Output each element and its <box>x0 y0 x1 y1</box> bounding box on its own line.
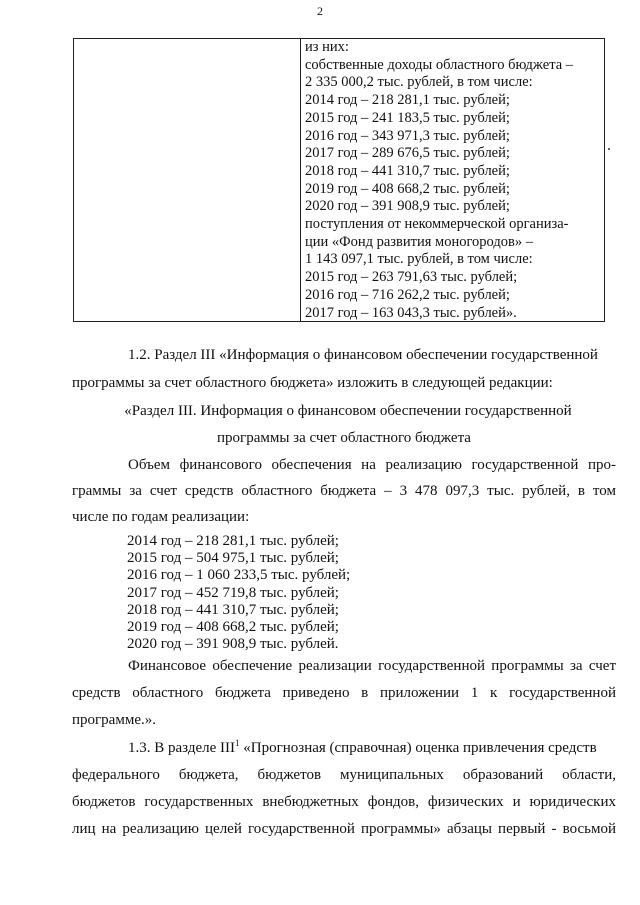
superscript-mark: 1 <box>235 738 240 748</box>
list-item: 2018 год – 441 310,7 тыс. рублей; <box>127 601 339 618</box>
section-heading-line2: программы за счет областного бюджета <box>217 430 471 446</box>
table-right-cell <box>301 39 604 322</box>
item-1-3-line4: лиц на реализацию целей государственной программы» абзацы первый - восьмой <box>72 821 616 837</box>
years-list <box>127 533 350 653</box>
para1-line1: Объем финансового обеспечения на реализацию государственной про- <box>128 457 616 473</box>
list-item: 2017 год – 452 719,8 тыс. рублей; <box>127 584 339 601</box>
table-line: 2014 год – 218 281,1 тыс. рублей; <box>305 92 510 109</box>
continuation-table <box>73 38 605 322</box>
list-item: 2014 год – 218 281,1 тыс. рублей; <box>127 533 339 549</box>
item-1-3-prefix: 1.3. В разделе III <box>128 740 235 756</box>
table-line: собственные доходы областного бюджета – <box>305 56 574 73</box>
table-left-cell <box>74 39 301 321</box>
list-item: 2016 год – 1 060 233,5 тыс. рублей; <box>127 567 351 584</box>
table-line: 2 335 000,2 тыс. рублей, в том числе: <box>305 74 533 91</box>
para1-line2: граммы за счет средств областного бюджета – 3 478 097,3 тыс. рублей, в том <box>72 483 616 499</box>
section-heading-line1: «Раздел III. Информация о финансовом обеспечении государственной <box>124 403 572 419</box>
table-line: 1 143 097,1 тыс. рублей, в том числе: <box>305 251 533 268</box>
list-item: 2015 год – 504 975,1 тыс. рублей; <box>127 550 339 567</box>
table-line: 2015 год – 241 183,5 тыс. рублей; <box>305 109 510 126</box>
item-1-3-line2: федерального бюджета, бюджетов муниципальных образований области, <box>72 767 616 783</box>
para2-line2: средств областного бюджета приведено в приложении 1 к государственной <box>72 685 616 701</box>
table-line: 2017 год – 289 676,5 тыс. рублей; <box>305 145 510 162</box>
item-1-2-line1: 1.2. Раздел III «Информация о финансовом обеспечении государственной <box>128 347 598 363</box>
para1-line3: числе по годам реализации: <box>72 509 250 525</box>
page-number: 2 <box>317 4 323 18</box>
item-1-3-line3: бюджетов государственных внебюджетных фондов, физических и юридических <box>72 794 616 810</box>
table-line: поступления от некоммерческой организа- <box>305 216 569 233</box>
speck-mark <box>608 148 610 150</box>
table-line: 2016 год – 343 971,3 тыс. рублей; <box>305 127 510 144</box>
table-line: из них: <box>305 39 349 55</box>
para2-line1: Финансовое обеспечение реализации государственной программы за счет <box>128 658 616 674</box>
item-1-2-line2: программы за счет областного бюджета» изложить в следующей редакции: <box>72 375 553 391</box>
table-line: 2015 год – 263 791,63 тыс. рублей; <box>305 269 518 286</box>
para2-line3: программе.». <box>72 712 156 728</box>
list-item: 2020 год – 391 908,9 тыс. рублей. <box>127 636 339 653</box>
item-1-3-suffix: «Прогнозная (справочная) оценка привлечения средств <box>239 740 597 756</box>
table-line: 2017 год – 163 043,3 тыс. рублей». <box>305 304 517 321</box>
list-item: 2019 год – 408 668,2 тыс. рублей; <box>127 619 339 636</box>
table-line: 2020 год – 391 908,9 тыс. рублей; <box>305 198 510 215</box>
table-line: 2019 год – 408 668,2 тыс. рублей; <box>305 180 510 197</box>
table-line: 2018 год – 441 310,7 тыс. рублей; <box>305 162 510 179</box>
table-line: ции «Фонд развития моногородов» – <box>305 233 533 250</box>
item-1-3-line1 <box>128 739 616 757</box>
table-line: 2016 год – 716 262,2 тыс. рублей; <box>305 286 510 303</box>
